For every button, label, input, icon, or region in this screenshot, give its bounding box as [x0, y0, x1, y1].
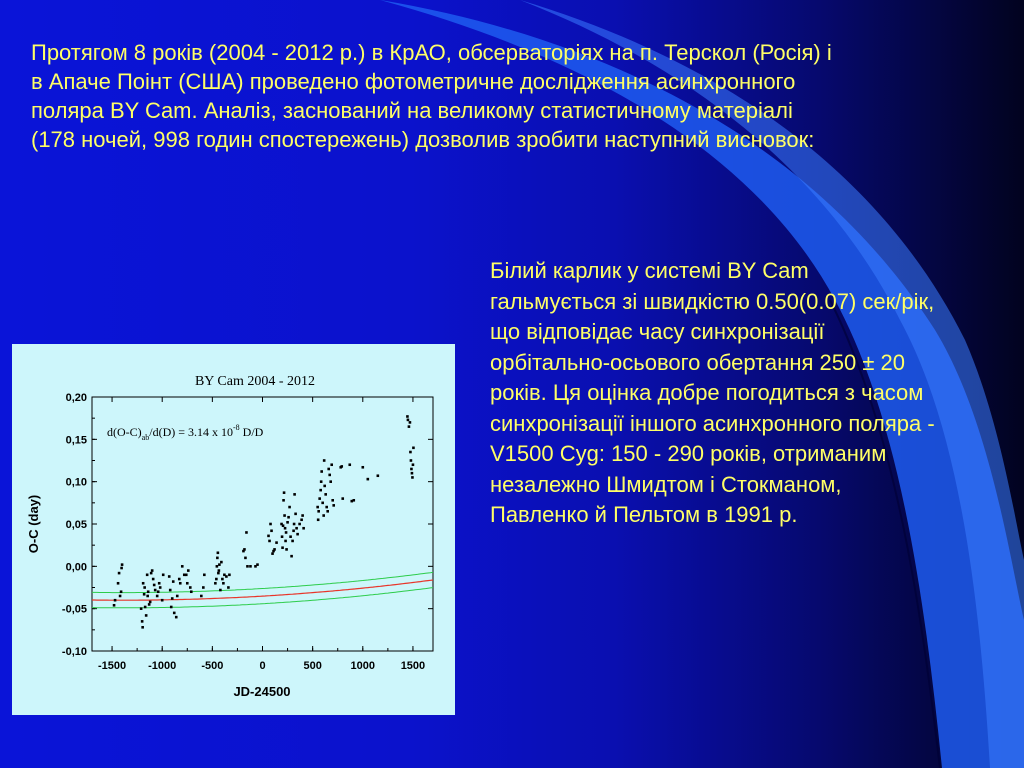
data-point — [268, 540, 271, 543]
data-point — [352, 499, 355, 502]
data-point — [286, 521, 289, 524]
data-point — [144, 606, 147, 609]
data-point — [149, 601, 152, 604]
data-point — [296, 533, 299, 536]
conclusion-line: V1500 Cyg: 150 - 290 років, отриманим — [490, 441, 887, 466]
y-axis-label: O-C (day) — [26, 494, 41, 554]
data-point — [316, 506, 319, 509]
data-point — [284, 540, 287, 543]
y-tick-label: 0,20 — [65, 392, 87, 404]
data-point — [145, 614, 148, 617]
data-point — [244, 557, 247, 560]
x-tick-label: 1500 — [400, 660, 426, 672]
data-point — [285, 531, 288, 534]
annotation-prefix: d(O-C) — [107, 425, 142, 439]
data-point — [408, 425, 411, 428]
data-point — [283, 514, 286, 517]
intro-line: (178 ночей, 998 годин спостережень) дозволив зробити наступний висновок: — [31, 127, 815, 152]
data-point — [169, 589, 172, 592]
x-tick-label: -500 — [201, 660, 224, 672]
data-point — [294, 513, 297, 516]
data-point — [225, 575, 228, 578]
conclusion-text — [490, 256, 1020, 531]
data-point — [217, 551, 220, 554]
conclusion-line: Павленко й Пельтом в 1991 р. — [490, 502, 798, 527]
data-point — [273, 548, 276, 551]
data-point — [269, 523, 272, 526]
data-point — [118, 572, 121, 575]
data-point — [295, 527, 298, 530]
conclusion-line: років. Ця оцінка добре погодиться з часом — [490, 380, 924, 405]
intro-line: поляра BY Cam. Аналіз, заснований на великому статистичному матеріалі — [31, 98, 793, 123]
data-point — [222, 582, 225, 585]
data-point — [152, 578, 155, 581]
data-point — [216, 565, 219, 568]
data-point — [189, 586, 192, 589]
data-point — [143, 593, 146, 596]
data-point — [348, 463, 351, 466]
annotation-sup: -8 — [233, 423, 240, 432]
data-point — [285, 548, 288, 551]
data-point — [157, 590, 160, 593]
data-point — [324, 493, 327, 496]
data-point — [300, 518, 303, 521]
annotation-suffix: D/D — [239, 425, 264, 439]
data-point — [270, 529, 273, 532]
data-point — [281, 546, 284, 549]
data-point — [161, 599, 164, 602]
data-point — [117, 582, 120, 585]
x-tick-label: 500 — [303, 660, 322, 672]
data-point — [217, 572, 220, 575]
data-point — [119, 595, 122, 598]
data-point — [228, 574, 231, 577]
annotation-sub: ab — [141, 433, 150, 442]
data-point — [162, 574, 165, 577]
data-point — [410, 459, 413, 462]
data-point — [216, 557, 219, 560]
data-point — [153, 584, 156, 587]
data-point — [148, 603, 151, 606]
data-point — [170, 606, 173, 609]
intro-text — [31, 38, 991, 154]
conclusion-line: незалежно Шмидтом і Стокманом, — [490, 471, 842, 497]
data-point — [220, 561, 223, 564]
data-point — [249, 565, 252, 568]
data-point — [282, 499, 285, 502]
data-point — [114, 599, 117, 602]
data-point — [146, 595, 149, 598]
data-point — [181, 565, 184, 568]
data-point — [120, 590, 123, 593]
data-point — [332, 504, 335, 507]
data-point — [172, 580, 175, 583]
data-point — [288, 506, 291, 509]
data-point — [146, 574, 149, 577]
data-point — [200, 595, 203, 598]
oc-diagram-chart — [12, 344, 455, 715]
y-tick-label: 0,10 — [65, 476, 87, 489]
data-point — [326, 510, 329, 513]
data-point — [221, 578, 224, 581]
data-point — [287, 516, 290, 519]
data-point — [151, 569, 154, 572]
data-point — [367, 478, 370, 481]
chart-annotation — [107, 423, 264, 442]
data-point — [330, 463, 333, 466]
data-point — [218, 563, 221, 566]
data-point — [147, 590, 150, 593]
data-point — [275, 541, 278, 544]
conclusion-line: Білий карлик у системі BY Cam — [490, 258, 809, 283]
x-tick-label: -1500 — [97, 660, 127, 672]
data-point — [141, 620, 144, 623]
data-point — [243, 548, 246, 551]
fit-lower-band — [92, 588, 433, 608]
data-point — [410, 468, 413, 471]
data-point — [361, 466, 364, 469]
data-point — [143, 586, 146, 589]
data-point — [406, 415, 409, 418]
data-point — [377, 474, 380, 477]
data-point — [113, 604, 116, 607]
data-point — [320, 480, 323, 483]
data-point — [215, 578, 218, 581]
data-point — [185, 574, 188, 577]
data-point — [121, 563, 124, 566]
y-tick-label: 0,05 — [65, 519, 87, 531]
data-point — [175, 616, 178, 619]
data-point — [328, 474, 331, 477]
data-point — [412, 447, 415, 450]
data-point — [141, 626, 144, 629]
data-point — [325, 506, 328, 509]
data-point — [245, 531, 248, 534]
data-point — [323, 485, 326, 488]
data-point — [203, 574, 206, 577]
data-point — [411, 472, 414, 475]
data-point — [283, 491, 286, 494]
data-point — [271, 552, 274, 555]
data-point — [156, 595, 159, 598]
data-point — [159, 586, 162, 589]
data-point — [302, 527, 305, 530]
y-tick-label: -0,05 — [61, 603, 87, 616]
data-point — [186, 582, 189, 585]
data-point — [219, 589, 222, 592]
data-point — [319, 489, 322, 492]
data-point — [284, 527, 287, 530]
data-point — [218, 569, 221, 572]
x-tick-label: 1000 — [350, 660, 376, 672]
y-tick-label: 0,15 — [65, 434, 87, 447]
data-point — [409, 421, 412, 424]
data-point — [411, 476, 414, 479]
data-point — [256, 563, 259, 566]
data-point — [331, 499, 334, 502]
data-point — [327, 468, 330, 471]
x-tick-label: -1000 — [148, 660, 177, 672]
data-point — [329, 480, 332, 483]
data-point — [291, 540, 294, 543]
data-point — [412, 463, 415, 466]
data-point — [317, 510, 320, 513]
data-point — [341, 497, 344, 500]
data-point — [176, 595, 179, 598]
data-point — [214, 582, 217, 585]
data-point — [293, 493, 296, 496]
data-point — [318, 497, 321, 500]
conclusion-line: гальмується зі швидкістю 0.50(0.07) сек/рік, — [490, 288, 935, 314]
intro-line: в Апаче Поінт (США) проведено фотометричне дослідження асинхронного — [31, 69, 796, 94]
data-point — [246, 565, 249, 568]
data-point — [321, 502, 324, 505]
data-point — [190, 590, 193, 593]
conclusion-line: орбітально-осьового обертання 250 ± 20 — [490, 349, 905, 375]
data-point — [227, 586, 230, 589]
y-tick-label: -0,10 — [61, 646, 87, 658]
chart-title: BY Cam 2004 - 2012 — [194, 374, 316, 389]
conclusion-line: синхронізації іншого асинхронного поляра - — [490, 410, 935, 436]
data-point — [290, 555, 293, 558]
data-point — [407, 419, 410, 422]
annotation-middle: /d(D) = 3.14 x 10 — [149, 425, 233, 439]
data-point — [120, 567, 123, 570]
data-point — [267, 535, 270, 538]
y-tick-label: 0,00 — [65, 561, 87, 574]
x-tick-label: 0 — [259, 660, 266, 672]
data-point — [317, 518, 320, 521]
intro-line: Протягом 8 років (2004 - 2012 р.) в КрАО, обсерваторіях на п. Терскол (Росія) і — [31, 40, 832, 65]
data-point — [154, 589, 157, 592]
data-point — [409, 451, 412, 454]
data-point — [171, 597, 174, 600]
data-point — [293, 523, 296, 526]
data-point — [202, 586, 205, 589]
data-point — [140, 607, 143, 610]
data-point — [142, 582, 145, 585]
data-point — [150, 572, 153, 575]
data-point — [282, 524, 285, 527]
data-point — [323, 459, 326, 462]
data-point — [158, 582, 161, 585]
data-point — [281, 535, 284, 538]
data-point — [289, 535, 292, 538]
data-point — [173, 612, 176, 615]
data-point — [298, 523, 301, 526]
conclusion-line: що відповідає часу синхронізації — [490, 319, 825, 344]
data-point — [340, 465, 343, 468]
data-point — [178, 578, 181, 581]
data-point — [187, 569, 190, 572]
oc-chart-panel — [12, 344, 455, 715]
data-point — [301, 514, 304, 517]
data-point — [292, 529, 295, 532]
data-point — [320, 470, 323, 473]
x-axis-label: JD-24500 — [233, 684, 291, 699]
data-point — [179, 582, 182, 585]
data-point — [168, 575, 171, 578]
data-point — [322, 514, 325, 517]
